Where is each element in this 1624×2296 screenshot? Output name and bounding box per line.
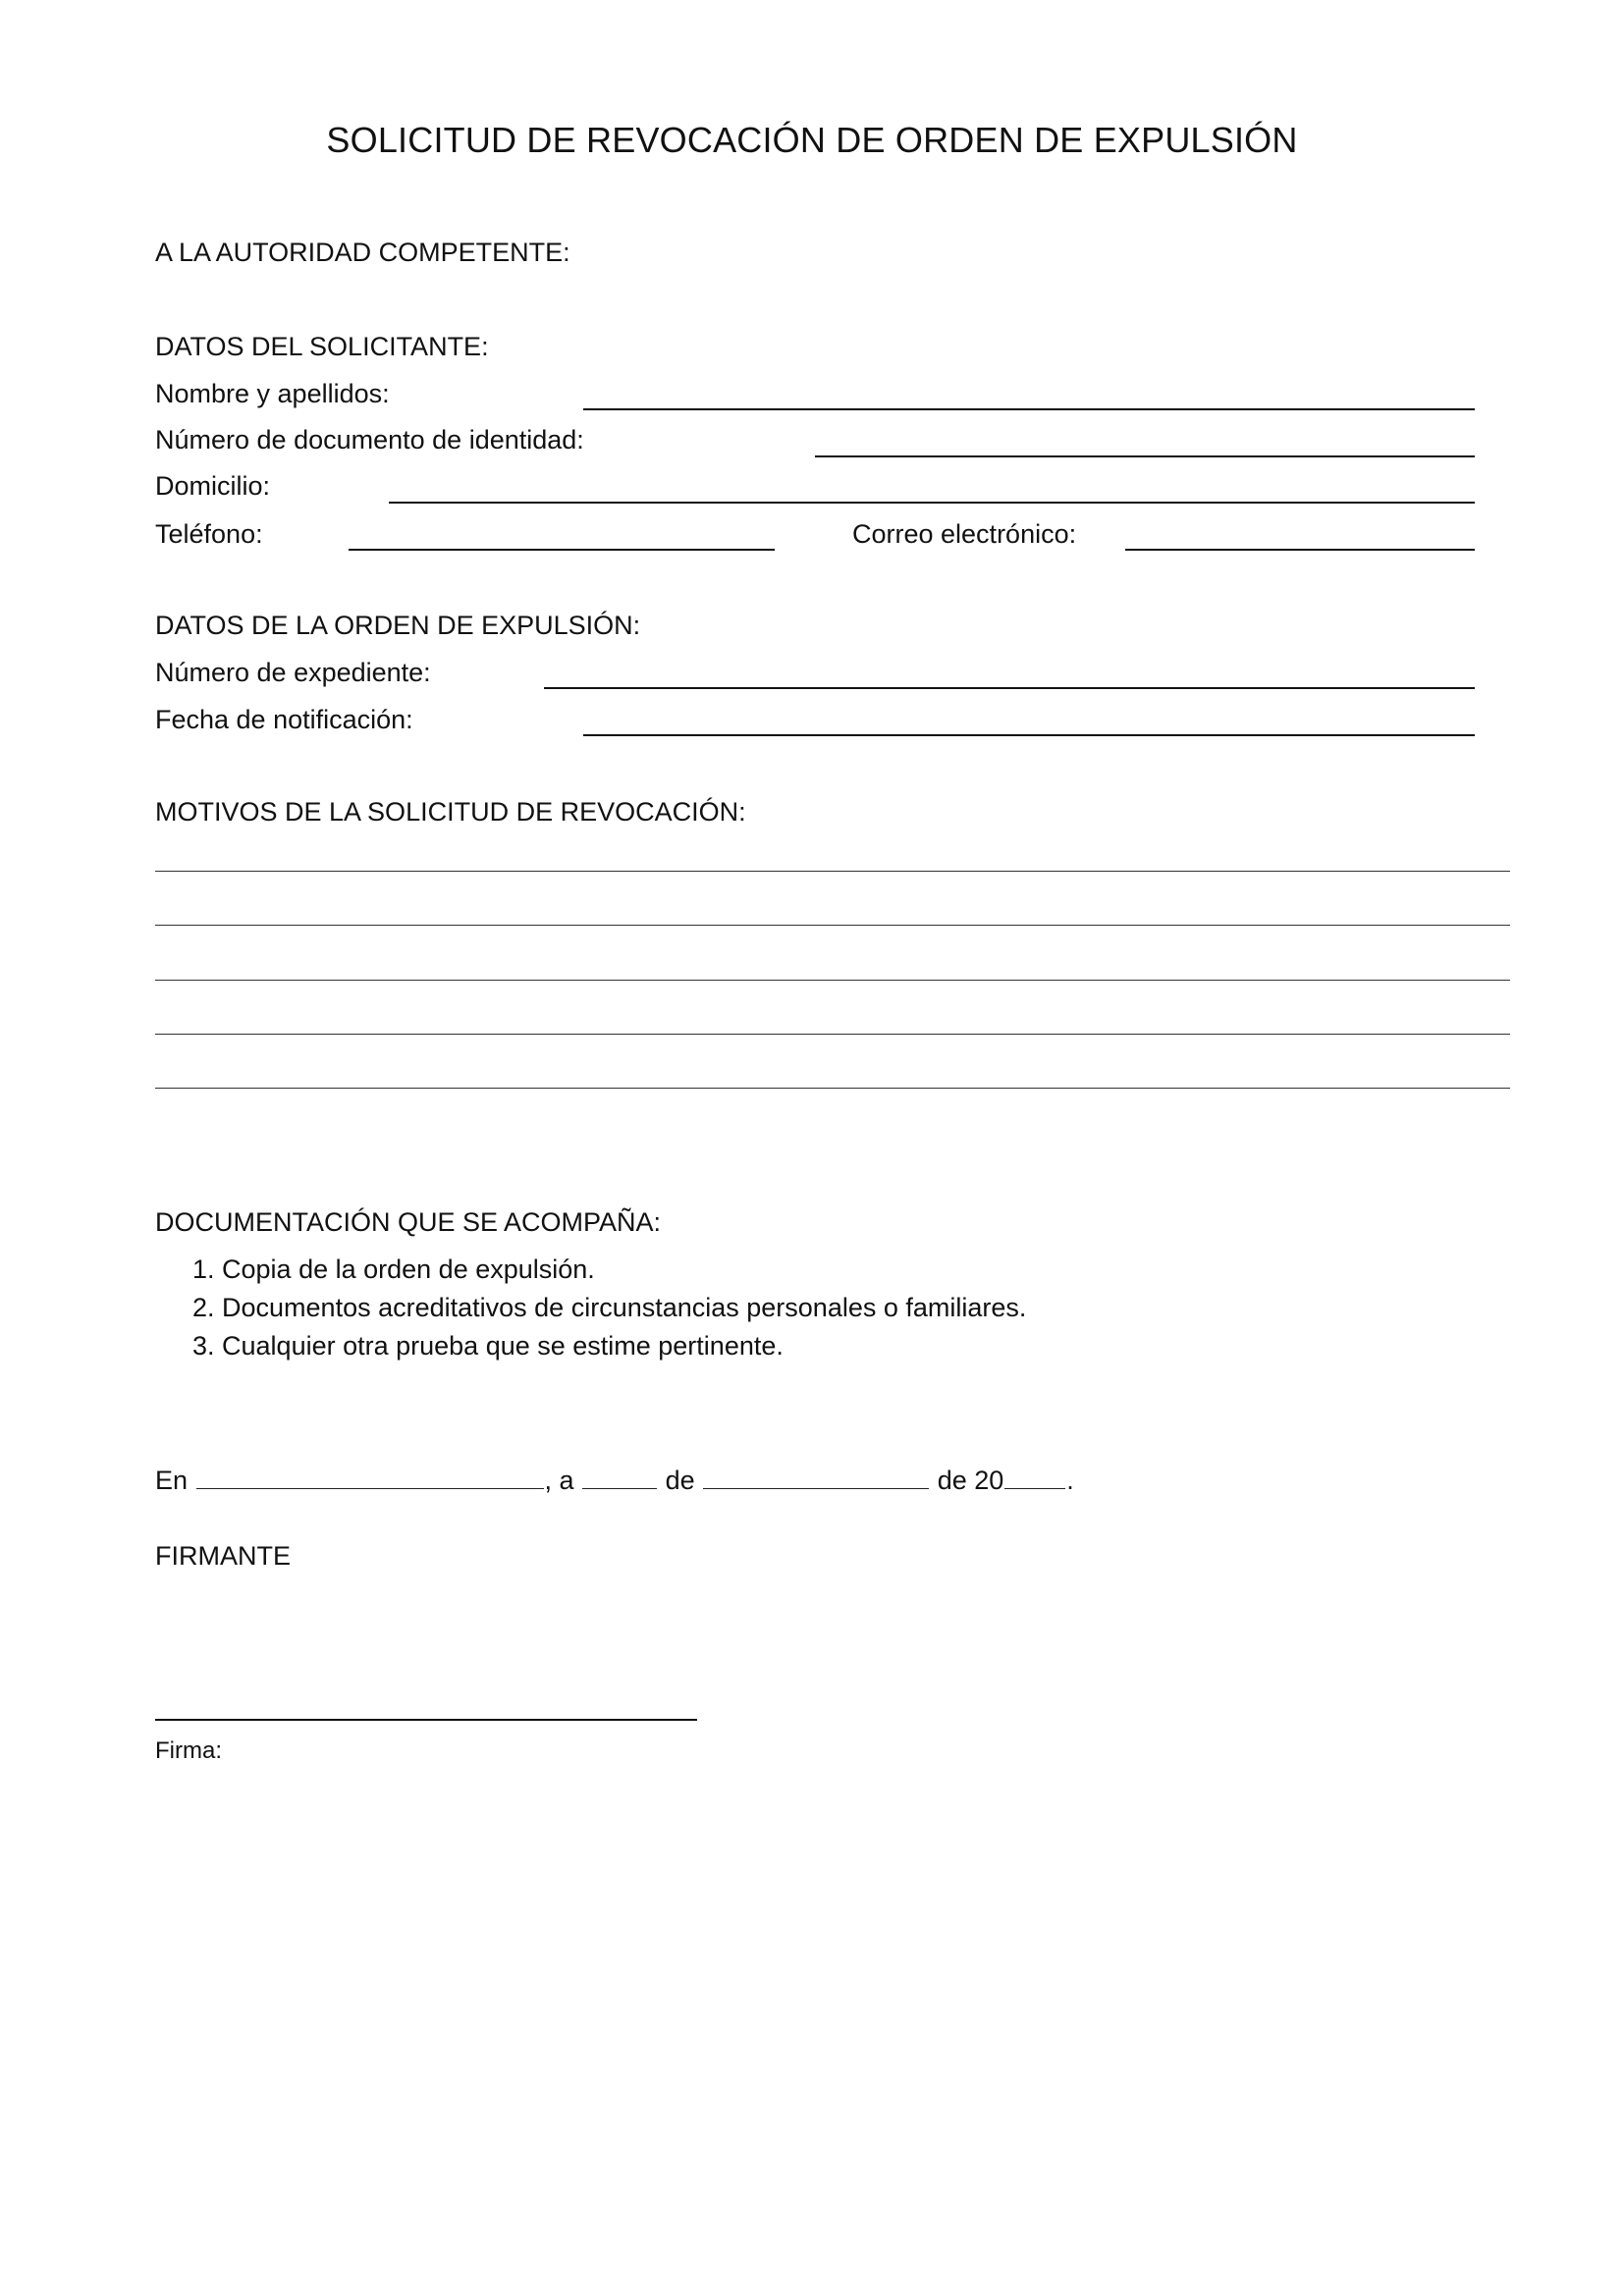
- applicant-section-heading: DATOS DEL SOLICITANTE:: [155, 332, 489, 361]
- name-label: Nombre y apellidos:: [155, 379, 390, 408]
- document-list-item: 1. Copia de la orden de expulsión.: [192, 1255, 595, 1284]
- year-field[interactable]: [1004, 1463, 1065, 1489]
- phone-field[interactable]: [349, 549, 775, 551]
- address-label: Domicilio:: [155, 471, 271, 501]
- signer-heading: FIRMANTE: [155, 1541, 291, 1571]
- place-date-prefix: En: [155, 1466, 189, 1495]
- reasons-line[interactable]: [155, 1034, 1510, 1035]
- place-date-separator-a: , a: [544, 1466, 574, 1495]
- place-date-separator-de: de: [665, 1466, 695, 1495]
- name-field[interactable]: [583, 408, 1475, 410]
- page-title: SOLICITUD DE REVOCACIÓN DE ORDEN DE EXPULSIÓN: [326, 120, 1298, 160]
- addressee: A LA AUTORIDAD COMPETENTE:: [155, 238, 570, 267]
- notification-date-label: Fecha de notificación:: [155, 705, 413, 734]
- place-date-year-prefix: de 20: [937, 1466, 1004, 1495]
- id-number-label: Número de documento de identidad:: [155, 425, 584, 454]
- day-field[interactable]: [582, 1463, 657, 1489]
- place-date-end: .: [1066, 1466, 1074, 1495]
- reasons-line[interactable]: [155, 1088, 1510, 1089]
- document-list-item: 3. Cualquier otra prueba que se estime pertinente.: [192, 1331, 784, 1361]
- documents-section-heading: DOCUMENTACIÓN QUE SE ACOMPAÑA:: [155, 1207, 662, 1237]
- notification-date-field[interactable]: [583, 734, 1475, 736]
- id-number-field[interactable]: [815, 455, 1475, 457]
- email-label: Correo electrónico:: [852, 519, 1077, 549]
- address-field[interactable]: [389, 502, 1475, 504]
- reasons-line[interactable]: [155, 871, 1510, 872]
- place-date-line: [155, 1463, 1074, 1497]
- place-field[interactable]: [196, 1463, 544, 1489]
- order-section-heading: DATOS DE LA ORDEN DE EXPULSIÓN:: [155, 611, 641, 640]
- email-field[interactable]: [1125, 549, 1475, 551]
- month-field[interactable]: [703, 1463, 929, 1489]
- signature-label: Firma:: [155, 1737, 222, 1764]
- phone-label: Teléfono:: [155, 519, 263, 549]
- case-number-label: Número de expediente:: [155, 658, 431, 687]
- signature-line[interactable]: [155, 1719, 697, 1721]
- case-number-field[interactable]: [544, 687, 1475, 689]
- reasons-section-heading: MOTIVOS DE LA SOLICITUD DE REVOCACIÓN:: [155, 797, 746, 827]
- reasons-line[interactable]: [155, 925, 1510, 926]
- document-list-item: 2. Documentos acreditativos de circunstancias personales o familiares.: [192, 1293, 1027, 1322]
- reasons-line[interactable]: [155, 980, 1510, 981]
